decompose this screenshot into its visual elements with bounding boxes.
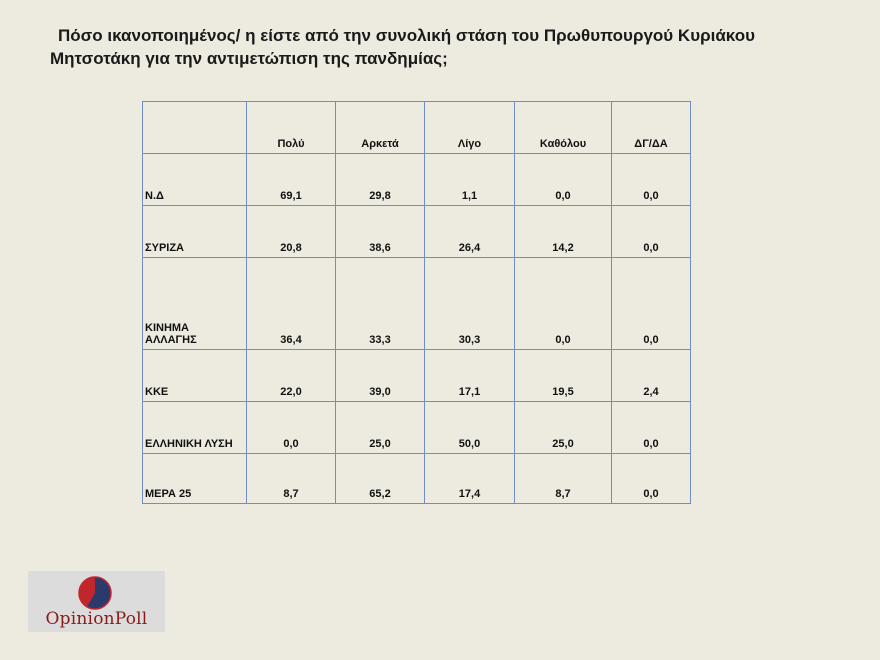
value-cell: 50,0 (425, 402, 515, 454)
table-header-row (143, 102, 691, 154)
party-label: ΜΕΡΑ 25 (143, 454, 247, 504)
party-label-line-2: ΑΛΛΑΓΗΣ (145, 334, 197, 346)
party-label: ΚΚΕ (143, 350, 247, 402)
opinionpoll-logo (28, 571, 165, 632)
header-cell-ligo: Λίγο (425, 102, 515, 154)
value-cell: 14,2 (515, 206, 612, 258)
value-cell: 17,1 (425, 350, 515, 402)
opinionpoll-logo-mark-icon (76, 575, 118, 611)
party-label: Ν.Δ (143, 154, 247, 206)
value-cell: 36,4 (247, 258, 336, 350)
party-label: ΕΛΛΗΝΙΚΗ ΛΥΣΗ (143, 402, 247, 454)
value-cell: 8,7 (247, 454, 336, 504)
page-title (50, 24, 840, 70)
value-cell: 25,0 (515, 402, 612, 454)
table-row (143, 154, 691, 206)
value-cell: 0,0 (612, 402, 691, 454)
party-label (143, 258, 247, 350)
header-cell-arketa: Αρκετά (336, 102, 425, 154)
value-cell: 0,0 (247, 402, 336, 454)
value-cell: 0,0 (612, 206, 691, 258)
party-label: ΣΥΡΙΖΑ (143, 206, 247, 258)
title-line-2: Μητσοτάκη για την αντιμετώπιση της πανδημίας; (50, 49, 448, 68)
table-row (143, 206, 691, 258)
party-label-line-1: ΚΙΝΗΜΑ (145, 322, 189, 334)
value-cell: 26,4 (425, 206, 515, 258)
value-cell: 0,0 (515, 258, 612, 350)
value-cell: 17,4 (425, 454, 515, 504)
value-cell: 19,5 (515, 350, 612, 402)
value-cell: 0,0 (612, 454, 691, 504)
table-row (143, 258, 691, 350)
value-cell: 69,1 (247, 154, 336, 206)
table-row (143, 402, 691, 454)
value-cell: 0,0 (612, 154, 691, 206)
header-cell-poly: Πολύ (247, 102, 336, 154)
value-cell: 0,0 (515, 154, 612, 206)
value-cell: 8,7 (515, 454, 612, 504)
value-cell: 30,3 (425, 258, 515, 350)
poll-results-table (142, 101, 691, 504)
header-cell-katholou: Καθόλου (515, 102, 612, 154)
value-cell: 39,0 (336, 350, 425, 402)
value-cell: 0,0 (612, 258, 691, 350)
value-cell: 22,0 (247, 350, 336, 402)
value-cell: 20,8 (247, 206, 336, 258)
title-line-1: Πόσο ικανοποιημένος/ η είστε από την συνολική στάση του Πρωθυπουργού Κυριάκου (58, 26, 755, 45)
value-cell: 25,0 (336, 402, 425, 454)
opinionpoll-logo-text: OpinionPoll (45, 609, 148, 629)
header-cell-party (143, 102, 247, 154)
value-cell: 33,3 (336, 258, 425, 350)
value-cell: 2,4 (612, 350, 691, 402)
table-row (143, 350, 691, 402)
value-cell: 29,8 (336, 154, 425, 206)
table-row (143, 454, 691, 504)
header-cell-dk-na: ΔΓ/ΔΑ (612, 102, 691, 154)
value-cell: 65,2 (336, 454, 425, 504)
value-cell: 1,1 (425, 154, 515, 206)
value-cell: 38,6 (336, 206, 425, 258)
